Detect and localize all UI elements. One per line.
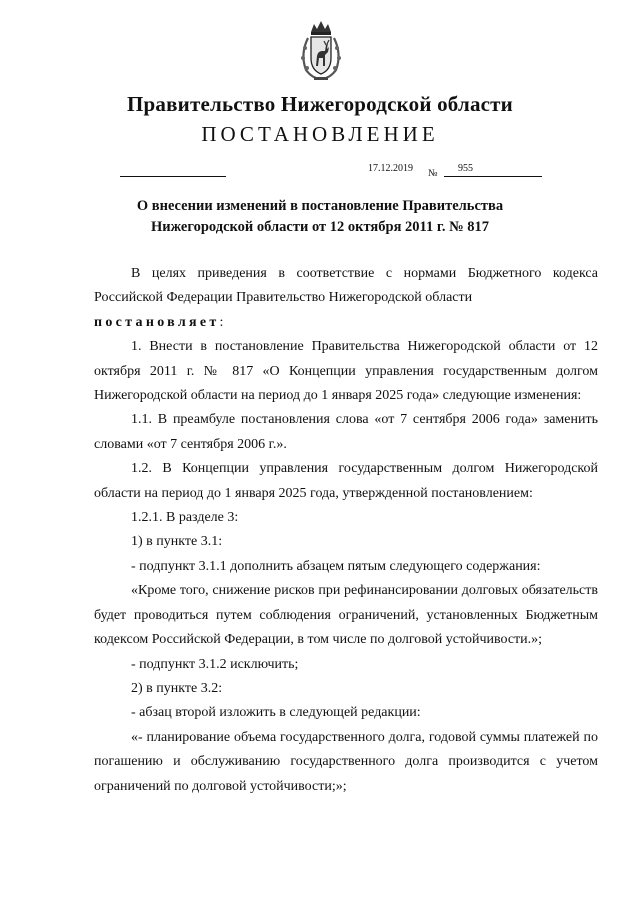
body-paragraph: «Кроме того, снижение рисков при рефинансировании долговых обязательств будет проводиться путем соблюдения ограничений, установленных Бюджетным кодексом Российской Федерации, в том числе по долговой устойчивости.»;: [94, 583, 598, 648]
body-paragraph: - подпункт 3.1.2 исключить;: [131, 656, 299, 672]
document-body: [94, 262, 598, 799]
document-type: ПОСТАНОВЛЕНИЕ: [201, 122, 439, 146]
number-underline: [444, 176, 542, 177]
number-sign: №: [428, 168, 438, 179]
body-paragraph: «- планирование объема государственного долга, годовой суммы платежей по погашению и обслуживанию государственного долга производится с учетом ограничений по долговой устойчивости;»;: [94, 729, 598, 794]
body-paragraph: 1. Внести в постановление Правительства Нижегородской области от 12 октября 2011 г. № 817 «О Концепции управления государственным долгом Нижегородской области на период до 1 января 2025 года» следующие изменения:: [94, 339, 598, 404]
body-paragraph: 2) в пункте 3.2:: [131, 680, 223, 696]
title-line-1: О внесении изменений в постановление Правительства: [136, 198, 504, 214]
body-paragraph: 1.2.1. В разделе 3:: [131, 510, 239, 526]
title-line-2: Нижегородской области от 12 октября 2011 г. № 817: [150, 219, 490, 235]
document-number: 955: [458, 163, 473, 174]
resolves-word: постановляет: [94, 314, 220, 330]
body-paragraph: - подпункт 3.1.1 дополнить абзацем пятым следующего содержания:: [131, 558, 541, 574]
document-date: 17.12.2019: [368, 163, 413, 174]
resolves-colon: :: [219, 314, 224, 330]
coat-of-arms-emblem: [298, 18, 344, 82]
body-paragraph: - абзац второй изложить в следующей редакции:: [131, 705, 421, 721]
document-title: [110, 196, 530, 238]
blank-line-left: [120, 176, 226, 177]
intro-paragraph: [94, 262, 598, 335]
organization-name: Правительство Нижегородской области: [127, 92, 513, 116]
body-paragraph: 1.2. В Концепции управления государственным долгом Нижегородской области на период до 1 января 2025 года, утвержденной постановлением:: [94, 461, 598, 501]
body-paragraph: 1) в пункте 3.1:: [131, 534, 223, 550]
intro-text: В целях приведения в соответствие с нормами Бюджетного кодекса Российской Федерации Правительство Нижегородской области: [94, 266, 598, 306]
body-paragraph: 1.1. В преамбуле постановления слова «от 7 сентября 2006 года» заменить словами «от 7 сентября 2006 г.».: [94, 412, 598, 452]
